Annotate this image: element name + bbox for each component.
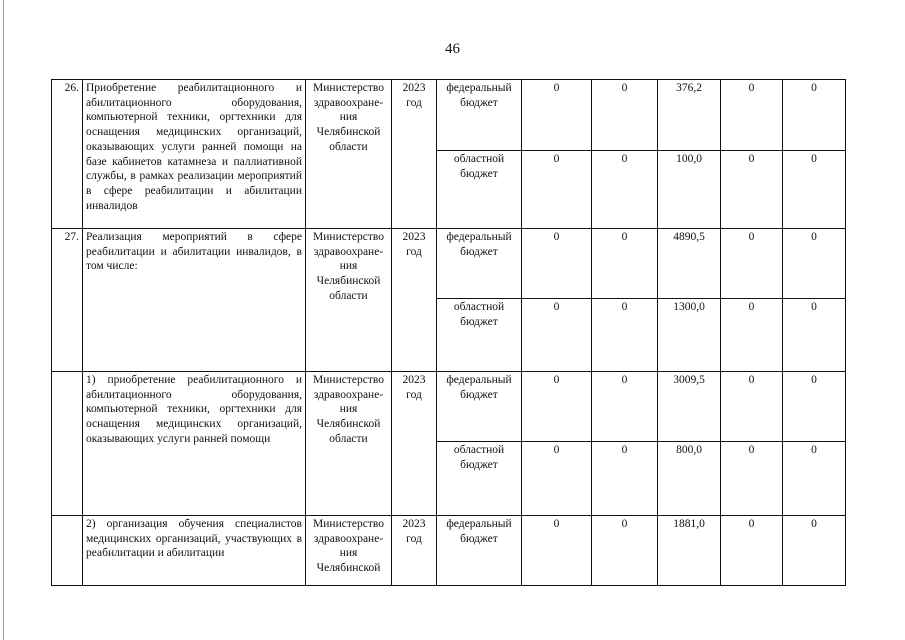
scan-edge-line [3, 0, 4, 640]
funding-value: 0 [721, 516, 783, 586]
funding-value: 100,0 [658, 151, 721, 229]
table-row [52, 372, 846, 442]
table-row [52, 229, 846, 299]
implementation-year: 2023 год [392, 80, 437, 229]
funding-value: 0 [783, 80, 846, 151]
funding-value: 0 [721, 80, 783, 151]
funding-source: областной бюджет [437, 442, 522, 516]
funding-value: 1300,0 [658, 299, 721, 372]
row-number: 26. [52, 80, 83, 229]
implementation-year: 2023 год [392, 372, 437, 516]
table-row [52, 516, 846, 586]
page-number: 46 [445, 41, 460, 57]
funding-source: федеральный бюджет [437, 372, 522, 442]
funding-value: 0 [592, 442, 658, 516]
funding-value: 0 [592, 229, 658, 299]
funding-source: федеральный бюджет [437, 80, 522, 151]
activity-description: 2) организация обучения специалистов медицинских организаций, участвующих в реабилитации и абилитации [83, 516, 306, 586]
funding-value: 3009,5 [658, 372, 721, 442]
funding-value: 0 [783, 299, 846, 372]
funding-source: федеральный бюджет [437, 516, 522, 586]
responsible-organization: Министерство здравоохране-ния Челябинской области [306, 372, 392, 516]
funding-value: 0 [783, 442, 846, 516]
funding-value: 1881,0 [658, 516, 721, 586]
funding-value: 0 [592, 151, 658, 229]
funding-value: 800,0 [658, 442, 721, 516]
activity-description: Приобретение реабилитационного и абилитационного оборудования, компьютерной техники, оргтехники для оснащения медицинских организаций, оказывающих услуги ранней помощи на базе кабинетов катамнеза и паллиативной службы, в рамках реализации мероприятий в сфере реабилитации и абилитации инвалидов [83, 80, 306, 229]
funding-value: 0 [721, 151, 783, 229]
funding-value: 376,2 [658, 80, 721, 151]
responsible-organization: Министерство здравоохране-ния Челябинской области [306, 229, 392, 372]
funding-value: 0 [592, 299, 658, 372]
funding-value: 0 [522, 80, 592, 151]
funding-value: 0 [522, 229, 592, 299]
responsible-organization: Министерство здравоохране-ния Челябинской [306, 516, 392, 586]
row-number [52, 516, 83, 586]
funding-source: федеральный бюджет [437, 229, 522, 299]
funding-value: 0 [522, 516, 592, 586]
row-number: 27. [52, 229, 83, 372]
funding-value: 0 [783, 372, 846, 442]
activity-description: 1) приобретение реабилитационного и абилитационного оборудования, компьютерной техники, оргтехники для оснащения медицинских организаций, оказывающих услуги ранней помощи [83, 372, 306, 516]
implementation-year: 2023 год [392, 516, 437, 586]
funding-source: областной бюджет [437, 151, 522, 229]
funding-value: 0 [522, 151, 592, 229]
funding-value: 0 [522, 442, 592, 516]
activity-description: Реализация мероприятий в сфере реабилитации и абилитации инвалидов, в том числе: [83, 229, 306, 372]
responsible-organization: Министерство здравоохране-ния Челябинской области [306, 80, 392, 229]
funding-value: 0 [721, 299, 783, 372]
funding-value: 0 [522, 299, 592, 372]
row-number [52, 372, 83, 516]
program-activities-table [51, 79, 846, 586]
funding-value: 4890,5 [658, 229, 721, 299]
funding-value: 0 [522, 372, 592, 442]
funding-value: 0 [592, 516, 658, 586]
funding-value: 0 [592, 80, 658, 151]
funding-value: 0 [721, 372, 783, 442]
funding-value: 0 [721, 229, 783, 299]
funding-value: 0 [721, 442, 783, 516]
funding-value: 0 [783, 516, 846, 586]
funding-value: 0 [783, 151, 846, 229]
implementation-year: 2023 год [392, 229, 437, 372]
funding-value: 0 [592, 372, 658, 442]
table-row [52, 80, 846, 151]
funding-value: 0 [783, 229, 846, 299]
funding-source: областной бюджет [437, 299, 522, 372]
